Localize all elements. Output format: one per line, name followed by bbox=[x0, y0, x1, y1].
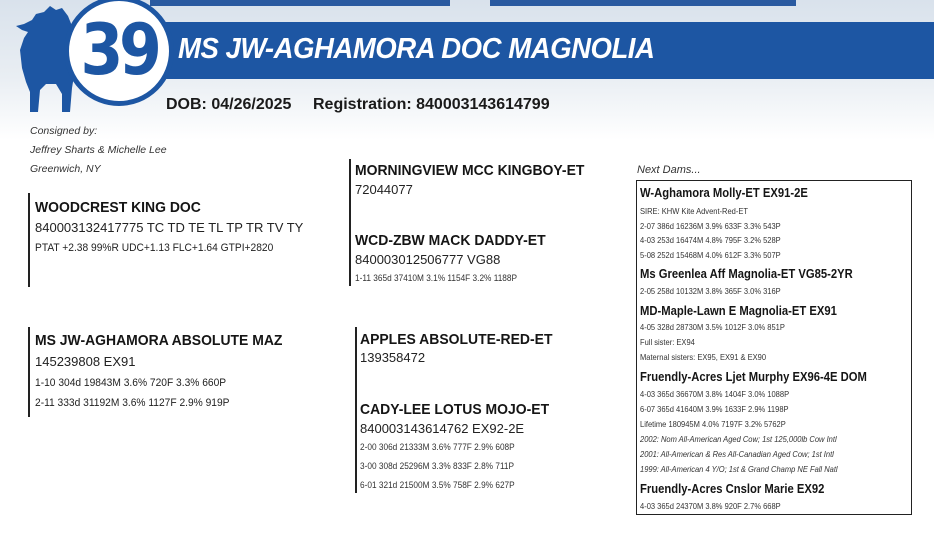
next-dams-box bbox=[636, 180, 912, 515]
sire-proof: PTAT +2.38 99%R UDC+1.13 FLC+1.64 GTPI+2820 bbox=[35, 242, 274, 254]
next-dam-line: Maternal sisters: EX95, EX91 & EX90 bbox=[640, 353, 767, 362]
next-dam-line: 2-05 258d 10132M 3.8% 365F 3.0% 316P bbox=[640, 287, 781, 296]
pedigree-bracket-line bbox=[355, 327, 357, 493]
next-dam-line: 5-08 252d 15468M 4.0% 612F 3.3% 507P bbox=[640, 251, 781, 260]
next-dam-line: 4-05 328d 28730M 3.5% 1012F 3.0% 851P bbox=[640, 323, 785, 332]
next-dam-line: SIRE: KHW Kite Advent-Red-ET bbox=[640, 207, 749, 216]
next-dam-line: 6-07 365d 41640M 3.9% 1633F 2.9% 1198P bbox=[640, 405, 789, 414]
dam-record: 1-10 304d 19843M 3.6% 720F 3.3% 660P bbox=[35, 377, 227, 389]
sire-name: WOODCREST KING DOC bbox=[35, 199, 201, 216]
dam-dam-registration: 840003143614762 EX92-2E bbox=[360, 421, 525, 436]
dam-registration: 145239808 EX91 bbox=[35, 354, 136, 369]
next-dam-line: 4-03 253d 16474M 4.8% 795F 3.2% 528P bbox=[640, 236, 781, 245]
sire-dam-registration: 840003012506777 VG88 bbox=[355, 252, 501, 267]
dam-name: MS JW-AGHAMORA ABSOLUTE MAZ bbox=[35, 332, 283, 349]
consigned-by-label: Consigned by: bbox=[30, 125, 98, 137]
next-dam-name: Fruendly-Acres Ljet Murphy EX96-4E DOM bbox=[640, 370, 867, 384]
dob: DOB: 04/26/2025 bbox=[166, 96, 292, 113]
title-banner bbox=[120, 22, 934, 79]
dam-record: 2-11 333d 31192M 3.6% 1127F 2.9% 919P bbox=[35, 397, 230, 409]
dam-sire-name: APPLES ABSOLUTE-RED-ET bbox=[360, 331, 553, 348]
next-dam-honor: 2001: All-American & Res All-Canadian Aged Cow; 1st Intl bbox=[640, 450, 834, 459]
pedigree-bracket-line bbox=[349, 159, 351, 286]
consignor-location: Greenwich, NY bbox=[30, 163, 101, 175]
dam-sire-registration: 139358472 bbox=[360, 350, 426, 365]
next-dam-honor: 1999: All-American 4 Y/O; 1st & Grand Champ NE Fall Natl bbox=[640, 465, 838, 474]
next-dam-name: MD-Maple-Lawn E Magnolia-ET EX91 bbox=[640, 304, 837, 318]
top-accent-strip bbox=[150, 0, 450, 6]
sire-sire-name: MORNINGVIEW MCC KINGBOY-ET bbox=[355, 162, 585, 179]
next-dam-line: 4-03 365d 36670M 3.8% 1404F 3.0% 1088P bbox=[640, 390, 790, 399]
next-dam-line: Lifetime 180945M 4.0% 7197F 3.2% 5762P bbox=[640, 420, 786, 429]
next-dam-line: 2-07 386d 16236M 3.9% 633F 3.3% 543P bbox=[640, 222, 781, 231]
animal-name: MS JW-AGHAMORA DOC MAGNOLIA bbox=[178, 33, 655, 65]
dam-dam-record: 2-00 306d 21333M 3.6% 777F 2.9% 608P bbox=[360, 442, 515, 452]
next-dams-label: Next Dams... bbox=[637, 164, 701, 176]
sire-registration: 840003132417775 TC TD TE TL TP TR TV TY bbox=[35, 220, 304, 235]
dam-dam-record: 3-00 308d 25296M 3.3% 833F 2.8% 711P bbox=[360, 461, 515, 471]
next-dam-name: Ms Greenlea Aff Magnolia-ET VG85-2YR bbox=[640, 267, 853, 281]
dam-dam-record: 6-01 321d 21500M 3.5% 758F 2.9% 627P bbox=[360, 480, 515, 490]
sire-dam-name: WCD-ZBW MACK DADDY-ET bbox=[355, 232, 546, 249]
next-dam-line: Full sister: EX94 bbox=[640, 338, 695, 347]
registration-number: Registration: 840003143614799 bbox=[313, 96, 550, 113]
next-dam-line: 4-03 365d 24370M 3.8% 920F 2.7% 668P bbox=[640, 502, 781, 511]
lot-number-badge bbox=[64, 0, 174, 106]
pedigree-bracket-line bbox=[28, 327, 30, 417]
sire-dam-record: 1-11 365d 37410M 3.1% 1154F 3.2% 1188P bbox=[355, 273, 518, 283]
top-accent-strip bbox=[490, 0, 796, 6]
lot-number: 39 bbox=[80, 9, 158, 91]
pedigree-bracket-line bbox=[28, 193, 30, 287]
dam-dam-name: CADY-LEE LOTUS MOJO-ET bbox=[360, 401, 550, 418]
consignor-names: Jeffrey Sharts & Michelle Lee bbox=[30, 144, 167, 156]
next-dam-name: Fruendly-Acres Cnslor Marie EX92 bbox=[640, 482, 825, 496]
sire-sire-registration: 72044077 bbox=[355, 182, 413, 197]
next-dam-honor: 2002: Nom All-American Aged Cow; 1st 125,000lb Cow Intl bbox=[640, 435, 837, 444]
next-dam-name: W-Aghamora Molly-ET EX91-2E bbox=[640, 186, 808, 200]
